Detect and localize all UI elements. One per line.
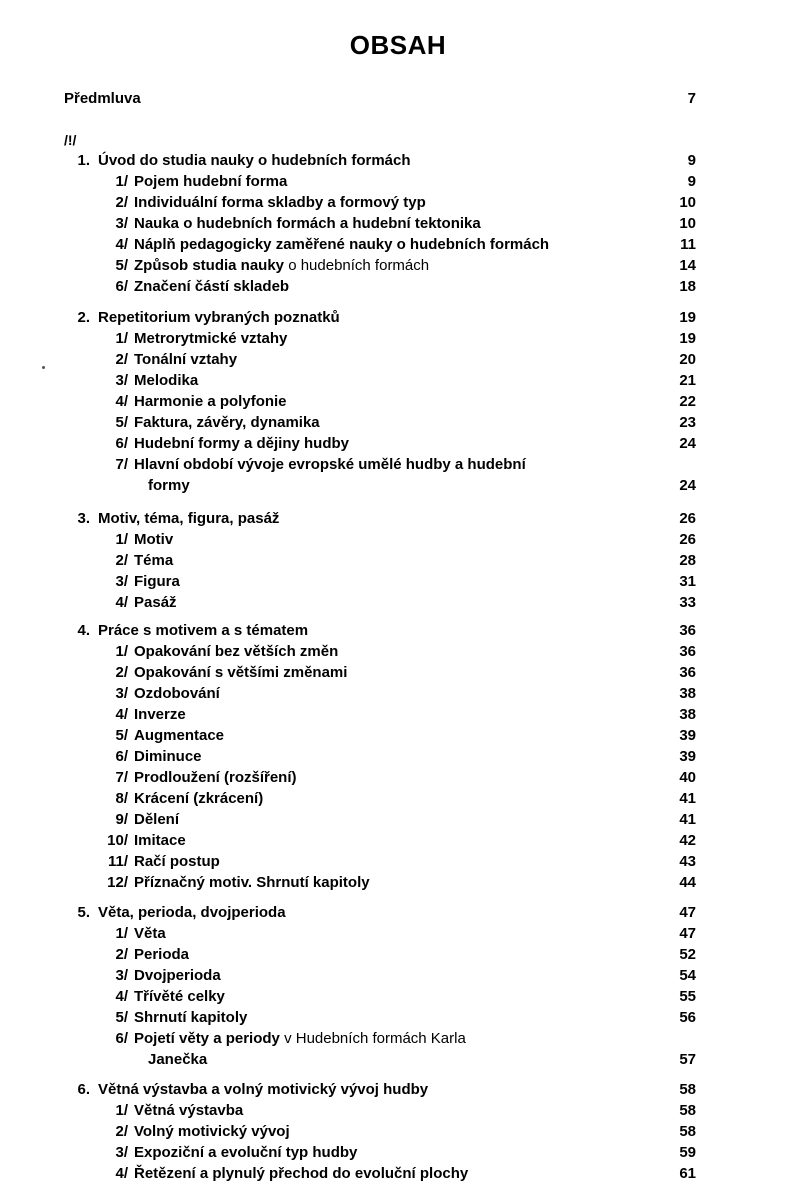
toc-entry [0, 370, 796, 391]
toc-entry [0, 746, 796, 767]
toc-entry-number: 6/ [115, 435, 128, 452]
toc-entry-title-wrap [134, 454, 526, 496]
toc-entry [0, 255, 796, 276]
toc-entry-title-wrap [134, 923, 166, 944]
toc-entry-number: 4/ [115, 393, 128, 410]
toc-entry [0, 872, 796, 893]
toc-entry-title: Nauka o hudebních formách a hudební tektonika [134, 215, 481, 232]
toc-entry-title-wrap [134, 255, 429, 276]
toc-entry-title: Motiv [134, 531, 174, 548]
toc-entry-title: Třívěté celky [134, 988, 225, 1005]
toc-entry-page: 52 [679, 946, 696, 963]
toc-entry-title: Dvojperioda [134, 967, 221, 984]
toc-entry-number: 6/ [115, 278, 128, 295]
toc-entry-number: 1/ [115, 643, 128, 660]
toc-entry [0, 830, 796, 851]
chapter-heading-title-wrap [98, 1079, 428, 1100]
chapter-3 [0, 508, 796, 613]
toc-entry-number: 3/ [115, 215, 128, 232]
preface-page: 7 [687, 90, 696, 107]
chapter-heading [0, 508, 796, 529]
toc-entry [0, 171, 796, 192]
toc-entry [0, 1028, 796, 1070]
toc-entry-title: Prodloužení (rozšíření) [134, 769, 297, 786]
toc-entry-number: 8/ [115, 790, 128, 807]
chapter-heading-page: 58 [679, 1081, 696, 1098]
chapter-4 [0, 620, 796, 893]
chapter-heading [0, 150, 796, 171]
toc-entry-title: Značení částí skladeb [134, 278, 290, 295]
toc-entry-title-wrap [134, 550, 173, 571]
toc-entry [0, 788, 796, 809]
toc-entry [0, 1163, 796, 1184]
toc-entry-number: 4/ [115, 1165, 128, 1182]
toc-entry [0, 276, 796, 297]
chapter-heading-title: Motiv, téma, figura, pasáž [98, 510, 280, 527]
toc-entry-title-wrap [134, 1121, 290, 1142]
toc-entry [0, 986, 796, 1007]
toc-entry-page: 28 [679, 552, 696, 569]
toc-entry-number: 1/ [115, 1102, 128, 1119]
toc-entry-title: Dělení [134, 811, 180, 828]
toc-entry-number: 4/ [115, 594, 128, 611]
toc-entry-title-wrap [134, 986, 225, 1007]
toc-entry-title: Příznačný motiv. Shrnutí kapitoly [134, 874, 370, 891]
chapter-heading-number: 4. [77, 622, 90, 639]
toc-entry-number: 4/ [115, 706, 128, 723]
toc-entry-title-continued: Janečka [148, 1051, 208, 1068]
toc-entry [0, 1007, 796, 1028]
toc-entry [0, 1100, 796, 1121]
toc-entry-title: Pojetí věty a periody [134, 1030, 280, 1047]
toc-entry-title: Expoziční a evoluční typ hudby [134, 1144, 358, 1161]
toc-entry-title: Větná výstavba [134, 1102, 244, 1119]
toc-entry-number: 2/ [115, 1123, 128, 1140]
toc-entry [0, 213, 796, 234]
toc-entry [0, 433, 796, 454]
toc-entry-title-continued: formy [148, 477, 190, 494]
toc-entry-title: Augmentace [134, 727, 225, 744]
chapter-heading [0, 902, 796, 923]
toc-entry-title: Opakování s většími změnami [134, 664, 348, 681]
toc-entry [0, 965, 796, 986]
toc-entry-title-wrap [134, 809, 179, 830]
chapter-heading-number: 1. [77, 152, 90, 169]
toc-entry [0, 550, 796, 571]
toc-entry-title-light: v Hudebních formách Karla [284, 1030, 466, 1047]
toc-entry-number: 1/ [115, 173, 128, 190]
toc-entry [0, 767, 796, 788]
toc-entry-page: 38 [679, 706, 696, 723]
toc-entry-page: 40 [679, 769, 696, 786]
toc-entry-page: 23 [679, 414, 696, 431]
toc-entry-title-wrap [134, 1028, 466, 1070]
chapter-heading-number: 5. [77, 904, 90, 921]
toc-entry [0, 454, 796, 496]
chapter-5 [0, 902, 796, 1070]
toc-entry-title-wrap [134, 788, 263, 809]
toc-entry-number: 3/ [115, 573, 128, 590]
chapter-heading-page: 19 [679, 309, 696, 326]
chapter-heading-title: Úvod do studia nauky o hudebních formách [98, 152, 411, 169]
toc-entry [0, 851, 796, 872]
toc-entry-title: Shrnutí kapitoly [134, 1009, 248, 1026]
toc-entry-title: Ozdobování [134, 685, 220, 702]
toc-entry-title-wrap [134, 412, 320, 433]
toc-entry [0, 328, 796, 349]
chapter-heading-title-wrap [98, 902, 286, 923]
toc-entry-page: 61 [679, 1165, 696, 1182]
toc-entry-title: Perioda [134, 946, 190, 963]
chapter-heading [0, 307, 796, 328]
toc-entry-number: 5/ [115, 727, 128, 744]
toc-entry-number: 1/ [115, 925, 128, 942]
chapter-heading-title-wrap [98, 620, 308, 641]
toc-entry-page: 56 [679, 1009, 696, 1026]
chapter-heading-title-wrap [98, 508, 279, 529]
toc-entry-number: 2/ [115, 946, 128, 963]
toc-entry-title: Tonální vztahy [134, 351, 238, 368]
toc-entry-title-wrap [134, 171, 287, 192]
toc-entry-page: 38 [679, 685, 696, 702]
toc-entry-title: Harmonie a polyfonie [134, 393, 287, 410]
toc-entry-title-wrap [134, 192, 426, 213]
toc-entry-title-wrap [134, 276, 289, 297]
chapter-heading-title-wrap [98, 150, 411, 171]
toc-entry-page: 59 [679, 1144, 696, 1161]
toc-entry-title: Hudební formy a dějiny hudby [134, 435, 350, 452]
chapter-heading-page: 36 [679, 622, 696, 639]
toc-entry-page: 11 [680, 236, 696, 253]
toc-entry [0, 923, 796, 944]
toc-entry-number: 10/ [107, 832, 128, 849]
toc-entry-title-wrap [134, 683, 220, 704]
toc-entry-page: 21 [679, 372, 696, 389]
toc-entry-number: 7/ [115, 769, 128, 786]
toc-entry-title: Řetězení a plynulý přechod do evoluční plochy [134, 1165, 469, 1182]
toc-entry-title-wrap [134, 662, 347, 683]
preface-label: Předmluva [64, 90, 141, 107]
toc-entry-title-wrap [134, 391, 287, 412]
toc-entry-title-wrap [134, 213, 481, 234]
toc-entry-title-wrap [134, 571, 180, 592]
toc-entry-title-wrap [134, 872, 370, 893]
toc-entry-page: 9 [687, 173, 696, 190]
toc-entry [0, 704, 796, 725]
toc-entry-number: 6/ [115, 1030, 128, 1047]
toc-entry-page: 42 [679, 832, 696, 849]
toc-entry-number: 2/ [115, 351, 128, 368]
toc-entry-number: 2/ [115, 552, 128, 569]
toc-entry-number: 5/ [115, 1009, 128, 1026]
toc-entry [0, 349, 796, 370]
toc-entry-page: 58 [679, 1123, 696, 1140]
toc-entry-title: Krácení (zkrácení) [134, 790, 264, 807]
toc-entry-title: Způsob studia nauky [134, 257, 285, 274]
toc-entry-page: 39 [679, 748, 696, 765]
toc-entry-title-wrap [134, 370, 198, 391]
toc-entry-page: 14 [679, 257, 696, 274]
toc-entry-title: Téma [134, 552, 174, 569]
toc-entry-title: Individuální forma skladby a formový typ [134, 194, 426, 211]
chapter-heading [0, 620, 796, 641]
toc-entry-title-wrap [134, 1142, 357, 1163]
toc-entry-number: 3/ [115, 1144, 128, 1161]
toc-entry-page: 19 [679, 330, 696, 347]
chapter-1 [0, 150, 796, 297]
toc-entry-number: 11/ [107, 853, 128, 870]
toc-entry-title: Pojem hudební forma [134, 173, 288, 190]
toc-entry-page: 24 [679, 435, 696, 452]
chapter-heading-page: 47 [679, 904, 696, 921]
toc-entry-number: 3/ [115, 372, 128, 389]
toc-entry-title: Figura [134, 573, 180, 590]
section-marker: /!/ [64, 132, 77, 148]
chapter-heading-title-wrap [98, 307, 340, 328]
toc-entry-page: 33 [679, 594, 696, 611]
toc-entry-number: 2/ [115, 194, 128, 211]
toc-entry-number: 9/ [115, 811, 128, 828]
toc-entry-title-wrap [134, 704, 186, 725]
toc-entry-number: 5/ [115, 414, 128, 431]
toc-entry-title-wrap [134, 1007, 247, 1028]
toc-entry-page: 58 [679, 1102, 696, 1119]
toc-entry-title-wrap [134, 746, 202, 767]
toc-entry-title: Opakování bez větších změn [134, 643, 339, 660]
toc-entry-title-wrap [134, 1163, 468, 1184]
toc-entry-number: 3/ [115, 967, 128, 984]
toc-entry-number: 4/ [115, 236, 128, 253]
toc-entry-title-wrap [134, 830, 186, 851]
toc-entry-title-wrap [134, 592, 177, 613]
toc-entry-title: Náplň pedagogicky zaměřené nauky o hudebních formách [134, 236, 550, 253]
toc-entry [0, 662, 796, 683]
toc-entry-page: 41 [679, 811, 696, 828]
toc-entry [0, 641, 796, 662]
toc-entry-page: 10 [679, 194, 696, 211]
toc-entry-title: Pasáž [134, 594, 177, 611]
toc-entry-page: 54 [679, 967, 696, 984]
toc-entry [0, 592, 796, 613]
toc-entry-title: Věta [134, 925, 166, 942]
toc-entry-title: Faktura, závěry, dynamika [134, 414, 320, 431]
toc-entry-number: 6/ [115, 748, 128, 765]
toc-entry [0, 1142, 796, 1163]
toc-entry-title: Volný motivický vývoj [134, 1123, 290, 1140]
toc-entry [0, 192, 796, 213]
chapter-heading-number: 6. [77, 1081, 90, 1098]
toc-entry [0, 529, 796, 550]
toc-entry-title: Inverze [134, 706, 186, 723]
toc-entry-page: 22 [679, 393, 696, 410]
toc-entry [0, 683, 796, 704]
toc-entry-title-wrap [134, 767, 297, 788]
toc-entry-page: 26 [679, 531, 696, 548]
toc-entry [0, 725, 796, 746]
page-title: OBSAH [349, 30, 447, 60]
toc-entry-page: 31 [679, 573, 696, 590]
toc-entry-number: 4/ [115, 988, 128, 1005]
toc-entry-title: Diminuce [134, 748, 202, 765]
toc-entry [0, 412, 796, 433]
toc-entry-number: 1/ [115, 330, 128, 347]
toc-entry [0, 234, 796, 255]
toc-entry [0, 391, 796, 412]
toc-entry [0, 809, 796, 830]
toc-entry-number: 5/ [115, 257, 128, 274]
toc-entry-number: 3/ [115, 685, 128, 702]
preface-entry [64, 90, 696, 107]
toc-entry-page: 36 [679, 643, 696, 660]
toc-entry-title: Račí postup [134, 853, 220, 870]
toc-entry-title-wrap [134, 851, 220, 872]
toc-entry-title-light: o hudebních formách [288, 257, 430, 274]
toc-entry-title-wrap [134, 965, 221, 986]
toc-entry-page: 57 [679, 1051, 696, 1068]
chapter-2 [0, 307, 796, 496]
toc-entry-page: 47 [679, 925, 696, 942]
chapter-heading-title: Repetitorium vybraných poznatků [98, 309, 340, 326]
toc-entry-number: 7/ [115, 456, 128, 473]
toc-entry-page: 39 [679, 727, 696, 744]
toc-entry-page: 55 [679, 988, 696, 1005]
chapter-heading-title: Větná výstavba a volný motivický vývoj hudby [98, 1081, 429, 1098]
toc-entry [0, 571, 796, 592]
toc-entry-page: 20 [679, 351, 696, 368]
toc-entry-title-wrap [134, 641, 338, 662]
toc-entry-title-wrap [134, 725, 224, 746]
toc-entry-title-wrap [134, 1100, 243, 1121]
chapter-heading-number: 2. [77, 309, 90, 326]
toc-entry-number: 2/ [115, 664, 128, 681]
chapter-heading-page: 9 [687, 152, 696, 169]
toc-entry-page: 36 [679, 664, 696, 681]
toc-entry-title: Imitace [134, 832, 186, 849]
toc-entry-page: 43 [679, 853, 696, 870]
chapter-heading-page: 26 [679, 510, 696, 527]
toc-entry-title-wrap [134, 234, 549, 255]
toc-entry-title-wrap [134, 328, 287, 349]
chapter-6 [0, 1079, 796, 1184]
toc-entry-title: Metrorytmické vztahy [134, 330, 288, 347]
toc-entry-title-wrap [134, 349, 237, 370]
toc-entry-number: 12/ [107, 874, 128, 891]
toc-entry-page: 44 [679, 874, 696, 891]
toc-entry-title: Melodika [134, 372, 199, 389]
toc-entry-page: 24 [679, 477, 696, 494]
toc-entry-number: 1/ [115, 531, 128, 548]
chapter-heading-title: Věta, perioda, dvojperioda [98, 904, 286, 921]
toc-entry-title: Hlavní období vývoje evropské umělé hudby a hudební [134, 456, 526, 473]
toc-entry [0, 1121, 796, 1142]
chapter-heading-title: Práce s motivem a s tématem [98, 622, 309, 639]
toc-entry-page: 10 [679, 215, 696, 232]
toc-entry [0, 944, 796, 965]
chapter-heading-number: 3. [77, 510, 90, 527]
chapter-heading [0, 1079, 796, 1100]
toc-entry-page: 41 [679, 790, 696, 807]
toc-entry-title-wrap [134, 529, 173, 550]
toc-entry-title-wrap [134, 433, 349, 454]
toc-entry-page: 18 [679, 278, 696, 295]
toc-entry-title-wrap [134, 944, 189, 965]
